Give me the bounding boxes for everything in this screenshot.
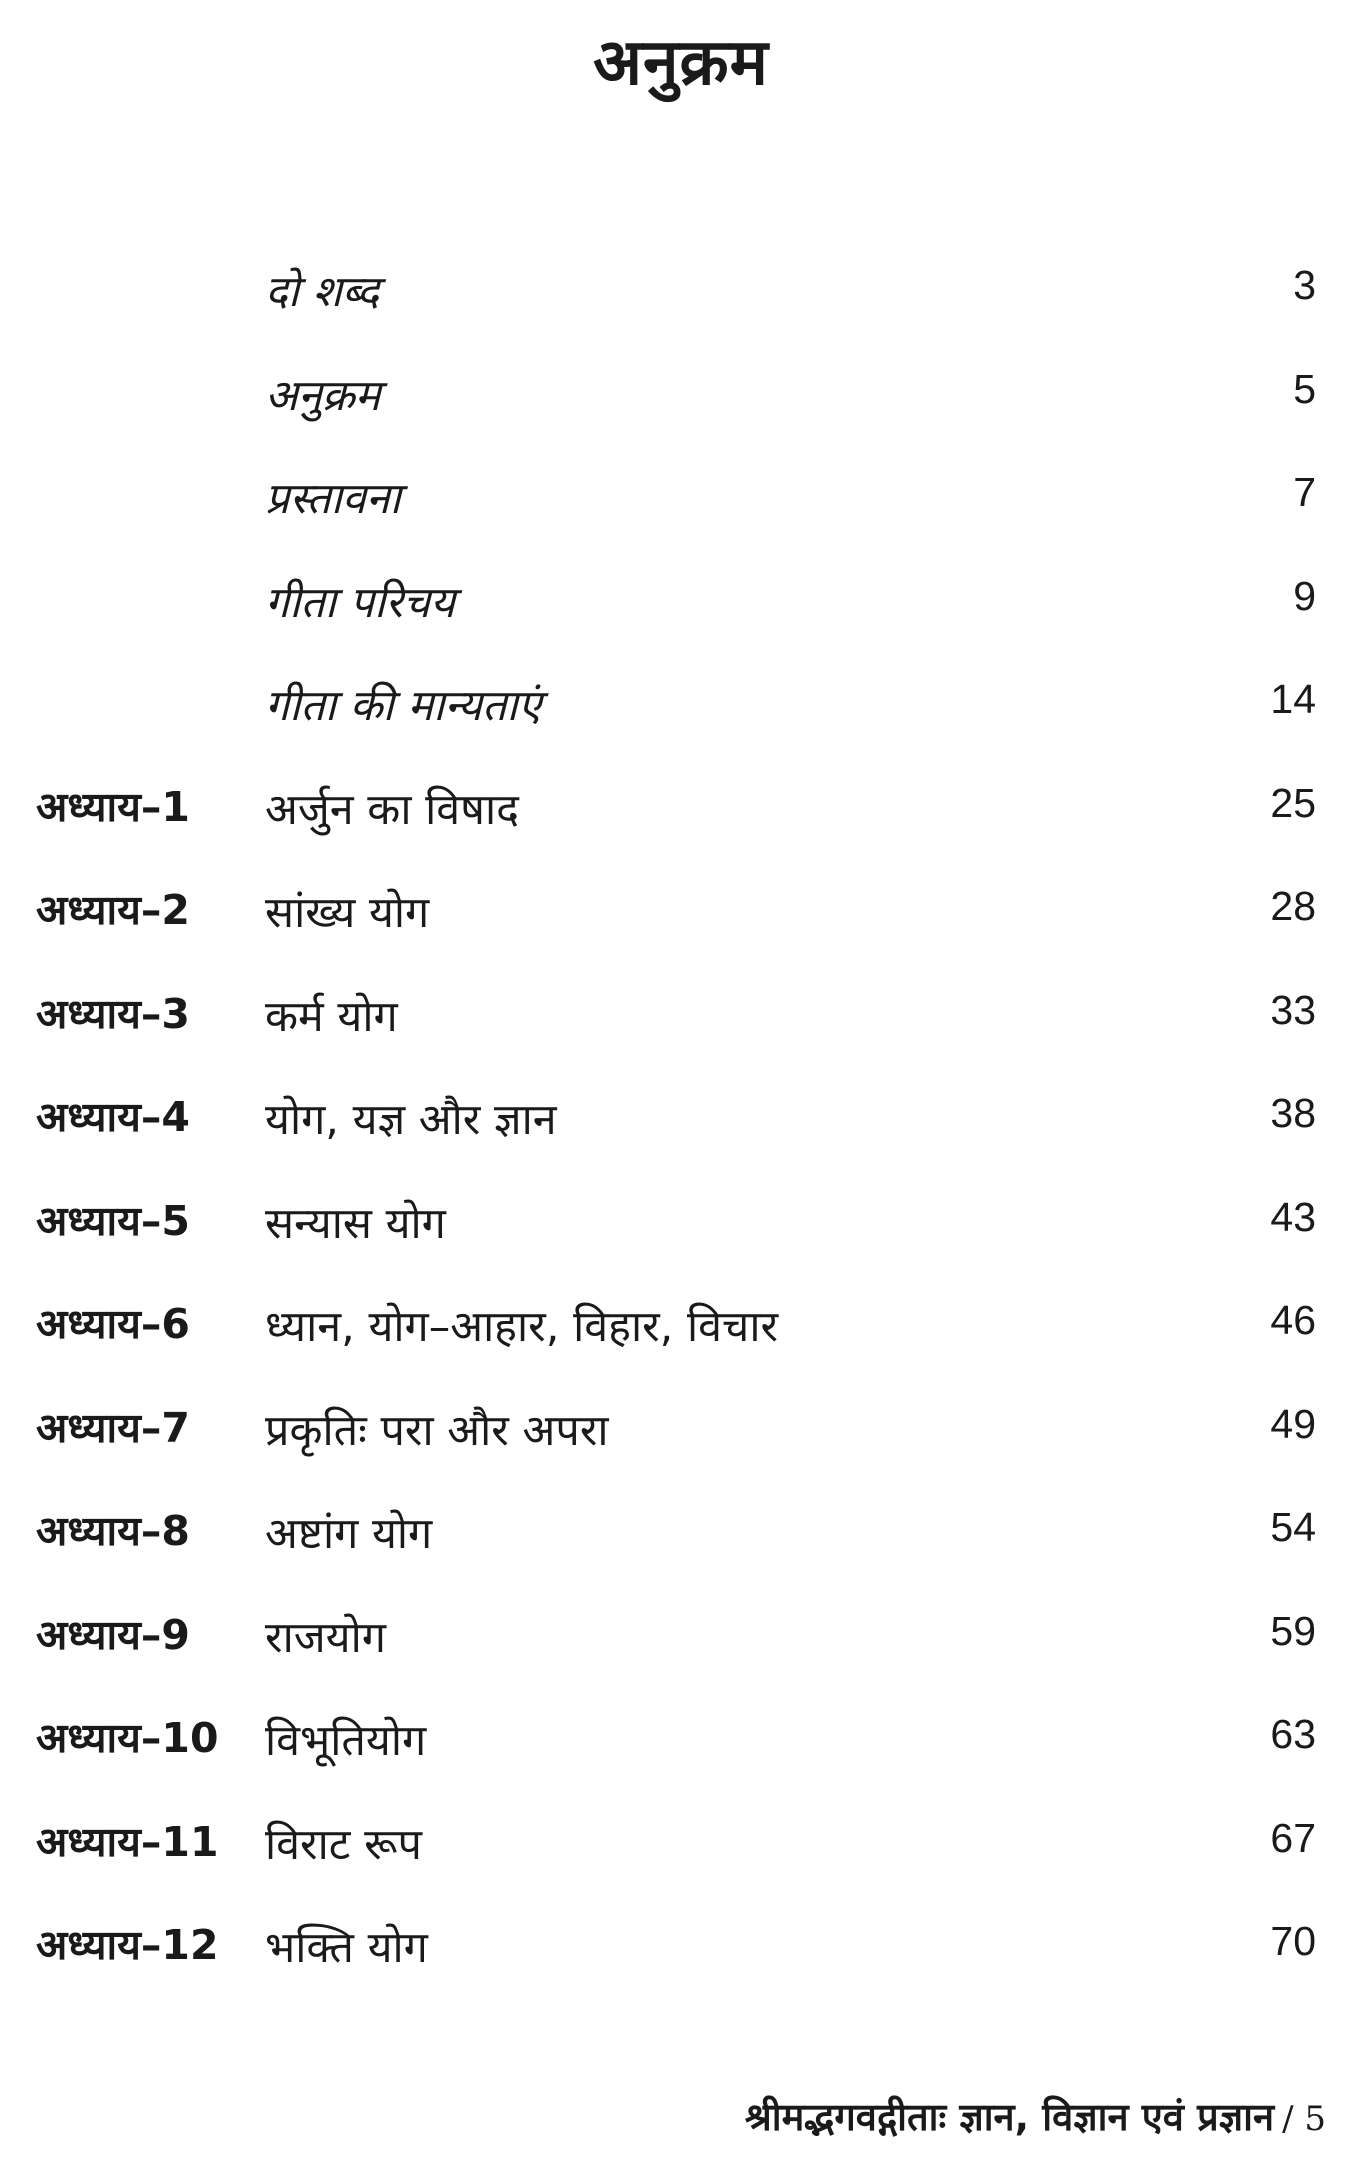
toc-page-number: 3 bbox=[1293, 262, 1316, 308]
toc-chapter-label: अध्याय–2 bbox=[36, 886, 190, 934]
toc-chapter-label: अध्याय–5 bbox=[36, 1197, 190, 1245]
toc-page-number: 5 bbox=[1293, 366, 1316, 412]
toc-page-number: 9 bbox=[1293, 573, 1316, 619]
toc-row bbox=[0, 561, 1362, 641]
toc-page-number: 54 bbox=[1270, 1504, 1316, 1550]
toc-row bbox=[0, 1182, 1362, 1262]
footer-page-number: / 5 bbox=[1282, 2099, 1326, 2139]
toc-entry-title: प्रकृतिः परा और अपरा bbox=[265, 1406, 609, 1456]
toc-entry-title: कर्म योग bbox=[265, 992, 398, 1042]
toc-entry-title: अर्जुन का विषाद bbox=[265, 785, 519, 835]
toc-page-number: 38 bbox=[1270, 1090, 1316, 1136]
toc-entry-title: विराट रूप bbox=[265, 1820, 422, 1870]
toc-row bbox=[0, 768, 1362, 848]
toc-row bbox=[0, 1906, 1362, 1986]
toc-row bbox=[0, 664, 1362, 744]
toc-page-number: 46 bbox=[1270, 1297, 1316, 1343]
toc-entry-title: ध्यान, योग–आहार, विहार, विचार bbox=[265, 1302, 779, 1352]
toc-page-number: 28 bbox=[1270, 883, 1316, 929]
toc-chapter-label: अध्याय–11 bbox=[36, 1818, 219, 1866]
toc-row bbox=[0, 1492, 1362, 1572]
toc-page-number: 63 bbox=[1270, 1711, 1316, 1757]
page-title: अनुक्रम bbox=[593, 26, 769, 100]
running-footer bbox=[745, 2090, 1326, 2142]
toc-entry-title: योग, यज्ञ और ज्ञान bbox=[265, 1095, 557, 1145]
toc-entry-title: गीता की मान्यताएं bbox=[265, 681, 542, 731]
toc-page-number: 25 bbox=[1270, 780, 1316, 826]
toc-entry-title: विभूतियोग bbox=[265, 1716, 427, 1766]
toc-page-number: 70 bbox=[1270, 1918, 1316, 1964]
toc-entry-title: सांख्य योग bbox=[265, 888, 430, 938]
toc-row bbox=[0, 871, 1362, 951]
toc-page-number: 49 bbox=[1270, 1401, 1316, 1447]
toc-chapter-label: अध्याय–4 bbox=[36, 1093, 190, 1141]
toc-row bbox=[0, 1803, 1362, 1883]
toc-chapter-label: अध्याय–3 bbox=[36, 990, 190, 1038]
toc-chapter-label: अध्याय–7 bbox=[36, 1404, 190, 1452]
toc-chapter-label: अध्याय–10 bbox=[36, 1714, 219, 1762]
toc-row bbox=[0, 1699, 1362, 1779]
toc-entry-title: अनुक्रम bbox=[265, 371, 381, 421]
toc-chapter-label: अध्याय–1 bbox=[36, 783, 190, 831]
toc-page-number: 59 bbox=[1270, 1608, 1316, 1654]
toc-entry-title: सन्यास योग bbox=[265, 1199, 446, 1249]
toc-entry-title: दो शब्द bbox=[265, 267, 380, 317]
toc-row bbox=[0, 250, 1362, 330]
toc-row bbox=[0, 354, 1362, 434]
toc-entry-title: राजयोग bbox=[265, 1613, 386, 1663]
toc-page-number: 43 bbox=[1270, 1194, 1316, 1240]
toc-entry-title: प्रस्तावना bbox=[265, 474, 401, 524]
toc-chapter-label: अध्याय–6 bbox=[36, 1300, 190, 1348]
toc-chapter-label: अध्याय–8 bbox=[36, 1507, 190, 1555]
toc-chapter-label: अध्याय–9 bbox=[36, 1611, 190, 1659]
footer-book-title: श्रीमद्भगवद्गीताः ज्ञान, विज्ञान एवं प्रज्ञान bbox=[744, 2095, 1275, 2139]
toc-row bbox=[0, 975, 1362, 1055]
toc-entry-title: अष्टांग योग bbox=[265, 1509, 433, 1559]
toc-row bbox=[0, 1285, 1362, 1365]
toc-entry-title: भक्ति योग bbox=[265, 1923, 428, 1973]
toc-row bbox=[0, 1078, 1362, 1158]
toc-row bbox=[0, 457, 1362, 537]
toc-entry-title: गीता परिचय bbox=[265, 578, 456, 628]
toc-page-number: 7 bbox=[1293, 469, 1316, 515]
toc-page-number: 14 bbox=[1270, 676, 1316, 722]
toc-page-number: 33 bbox=[1270, 987, 1316, 1033]
toc-row bbox=[0, 1389, 1362, 1469]
toc-row bbox=[0, 1596, 1362, 1676]
toc-page-number: 67 bbox=[1270, 1815, 1316, 1861]
toc-chapter-label: अध्याय–12 bbox=[36, 1921, 219, 1969]
